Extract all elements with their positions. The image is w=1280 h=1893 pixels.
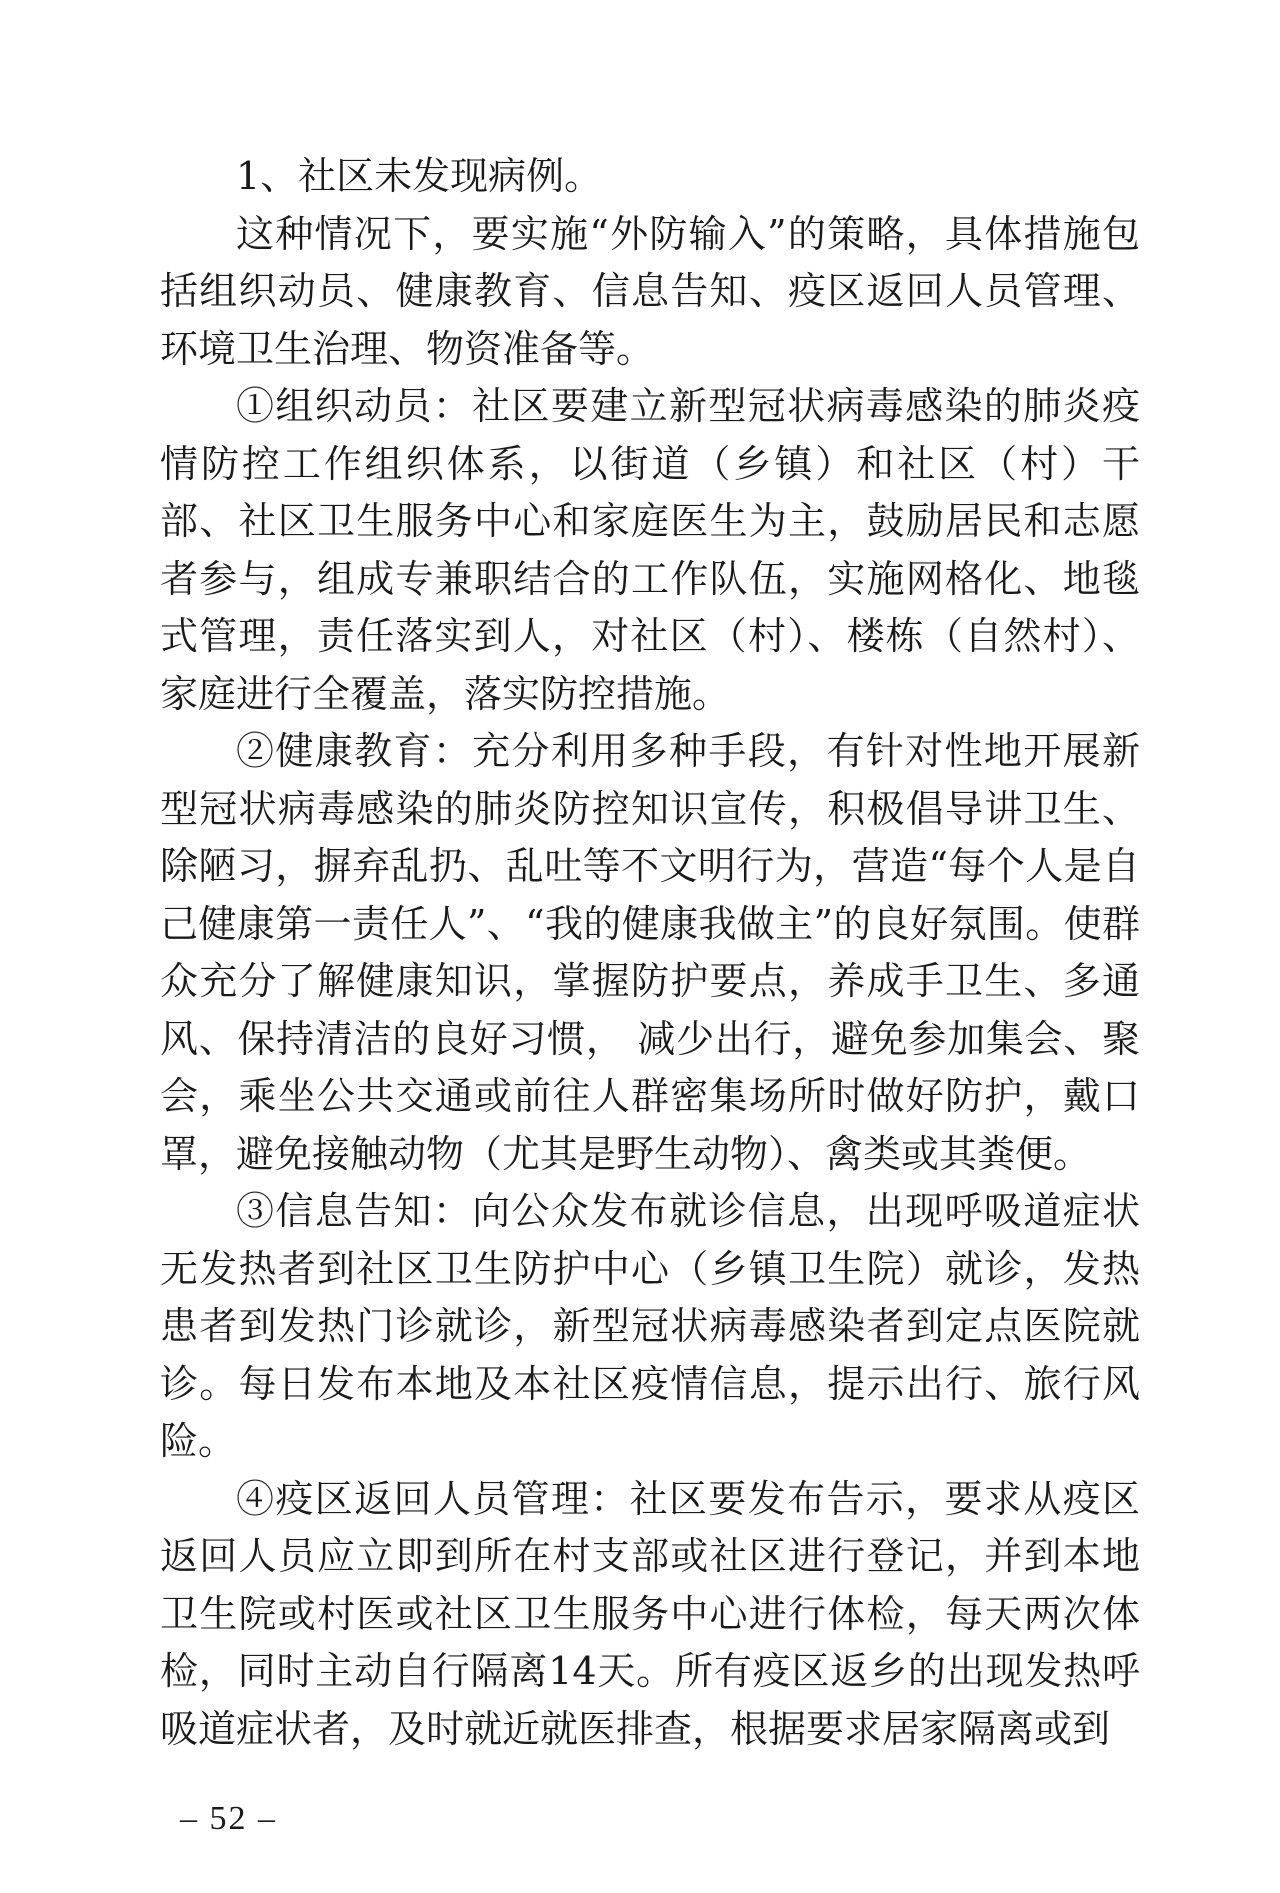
paragraph-organization: ①组织动员：社区要建立新型冠状病毒感染的肺炎疫情防控工作组织体系，以街道（乡镇）和社区（村）干部、社区卫生服务中心和家庭医生为主，鼓励居民和志愿者参与，组成专兼职结合的工作队伍，实施网格化、地毯式管理，责任落实到人，对社区（村）、楼栋（自然村）、家庭进行全覆盖，落实防控措施。 — [160, 384, 1140, 716]
paragraph-information-notice: ③信息告知：向公众发布就诊信息，出现呼吸道症状无发热者到社区卫生防护中心（乡镇卫生院）就诊，发热患者到发热门诊就诊，新型冠状病毒感染者到定点医院就诊。每日发布本地及本社区疫情信息，提示出行、旅行风险。 — [160, 1189, 1140, 1463]
paragraph-intro: 这种情况下，要实施“外防输入”的策略，具体措施包括组织动员、健康教育、信息告知、疫区返回人员管理、环境卫生治理、物资准备等。 — [160, 211, 1140, 371]
paragraph-health-education: ②健康教育：充分利用多种手段，有针对性地开展新型冠状病毒感染的肺炎防控知识宣传，积极倡导讲卫生、除陋习，摒弃乱扔、乱吐等不文明行为，营造“每个人是自己健康第一责任人”、“我的健康我做主”的良好氛围。使群众充分了解健康知识，掌握防护要点，养成手卫生、多通风、保持清洁的良好习惯， 减少出行，避免参加集会、聚会，乘坐公共交通或前往人群密集场所时做好防护，戴口罩，避免接触动物（尤其是野生动物）、禽类或其粪便。 — [160, 729, 1140, 1176]
paragraph-returnee-management: ④疫区返回人员管理：社区要发布告示，要求从疫区返回人员应立即到所在村支部或社区进行登记，并到本地卫生院或村医或社区卫生服务中心进行体检，每天两次体检，同时主动自行隔离14天。所有疫区返乡的出现发热呼吸道症状者，及时就近就医排查，根据要求居家隔离或到 — [160, 1476, 1140, 1751]
section-heading: 1、社区未发现病例。 — [236, 154, 603, 198]
page-number: – 52 – — [180, 1800, 277, 1837]
body-text — [160, 148, 1140, 1758]
